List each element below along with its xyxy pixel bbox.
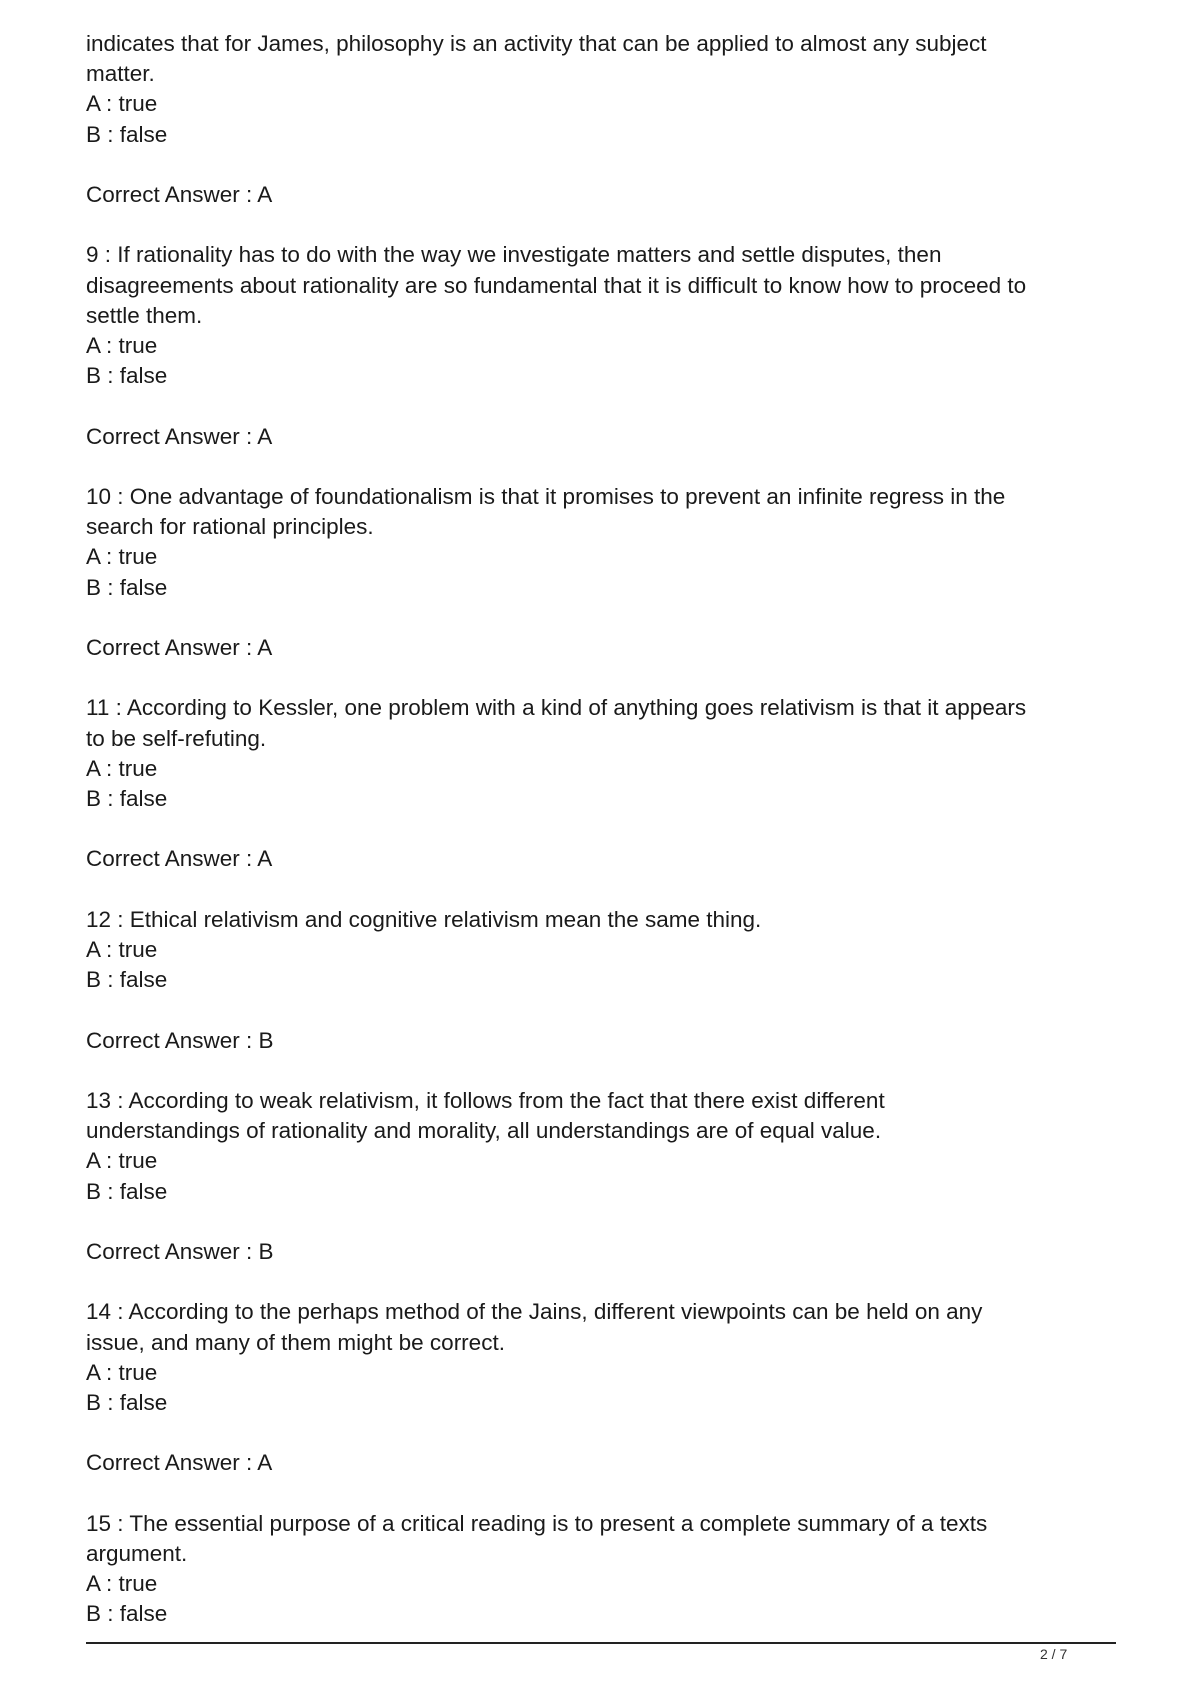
question-block-12 [86, 905, 1126, 1086]
footer-divider [86, 1642, 1116, 1644]
option-b: B : false [86, 967, 168, 993]
spacer [86, 1207, 1126, 1237]
option-b: B : false [86, 1389, 168, 1415]
question-text-line: 14 : According to the perhaps method of the Jains, different viewpoints can be held on any [86, 1299, 983, 1325]
option-a: A : true [86, 755, 158, 781]
question-block-11 [86, 693, 1126, 904]
question-block-8-continued [86, 29, 1126, 240]
question-text-line: 11 : According to Kessler, one problem with a kind of anything goes relativism is that it appears [86, 695, 1027, 721]
option-b: B : false [86, 363, 168, 389]
correct-answer: Correct Answer : B [86, 1027, 274, 1053]
correct-answer: Correct Answer : A [86, 634, 273, 660]
option-a: A : true [86, 333, 158, 358]
spacer [86, 1418, 1126, 1448]
question-text-line: disagreements about rationality are so fundamental that it is difficult to know how to proceed to [86, 272, 1027, 298]
question-text-line: search for rational principles. [86, 514, 374, 540]
option-a: A : true [86, 1359, 158, 1385]
correct-answer: Correct Answer : B [86, 1238, 274, 1264]
question-text-line: 12 : Ethical relativism and cognitive relativism mean the same thing. [86, 906, 762, 932]
document-page [86, 29, 1126, 1630]
spacer [86, 603, 1126, 633]
question-text-line: argument. [86, 1540, 188, 1566]
spacer [86, 1056, 1126, 1086]
option-b: B : false [86, 121, 168, 147]
question-text-line: understandings of rationality and morality, all understandings are of equal value. [86, 1118, 882, 1144]
option-a: A : true [86, 91, 158, 117]
question-text-line: 9 : If rationality has to do with the way we investigate matters and settle disputes, then [86, 242, 942, 268]
question-text-line: issue, and many of them might be correct. [86, 1329, 505, 1355]
page-number: 2 / 7 [1040, 1646, 1068, 1662]
correct-answer: Correct Answer : A [86, 846, 273, 872]
option-b: B : false [86, 574, 168, 600]
correct-answer: Correct Answer : A [86, 423, 273, 449]
correct-answer: Correct Answer : A [86, 1450, 273, 1476]
question-block-14 [86, 1297, 1126, 1508]
question-text-line: 10 : One advantage of foundationalism is that it promises to prevent an infinite regress in the [86, 483, 1006, 509]
spacer [86, 814, 1126, 844]
spacer [86, 875, 1126, 905]
spacer [86, 1479, 1126, 1509]
spacer [86, 995, 1126, 1025]
option-a: A : true [86, 936, 158, 962]
spacer [86, 1267, 1126, 1297]
spacer [86, 452, 1126, 482]
spacer [86, 150, 1126, 180]
spacer [86, 391, 1126, 421]
question-block-13 [86, 1086, 1126, 1297]
question-text-line: settle them. [86, 302, 203, 328]
option-b: B : false [86, 785, 168, 811]
correct-answer: Correct Answer : A [86, 182, 273, 207]
question-text-line: 13 : According to weak relativism, it follows from the fact that there exist different [86, 1087, 885, 1113]
question-text-line: 15 : The essential purpose of a critical reading is to present a complete summary of a texts [86, 1510, 988, 1536]
option-a: A : true [86, 544, 158, 570]
question-text-line: to be self-refuting. [86, 725, 267, 751]
question-block-9 [86, 240, 1126, 482]
option-a: A : true [86, 1148, 158, 1174]
question-block-10 [86, 482, 1126, 693]
question-text-line: matter. [86, 61, 155, 87]
question-block-15 [86, 1509, 1126, 1630]
spacer [86, 663, 1126, 693]
option-a: A : true [86, 1571, 158, 1597]
question-text-line: indicates that for James, philosophy is an activity that can be applied to almost any subject [86, 31, 987, 56]
spacer [86, 210, 1126, 240]
option-b: B : false [86, 1601, 168, 1627]
option-b: B : false [86, 1178, 168, 1204]
